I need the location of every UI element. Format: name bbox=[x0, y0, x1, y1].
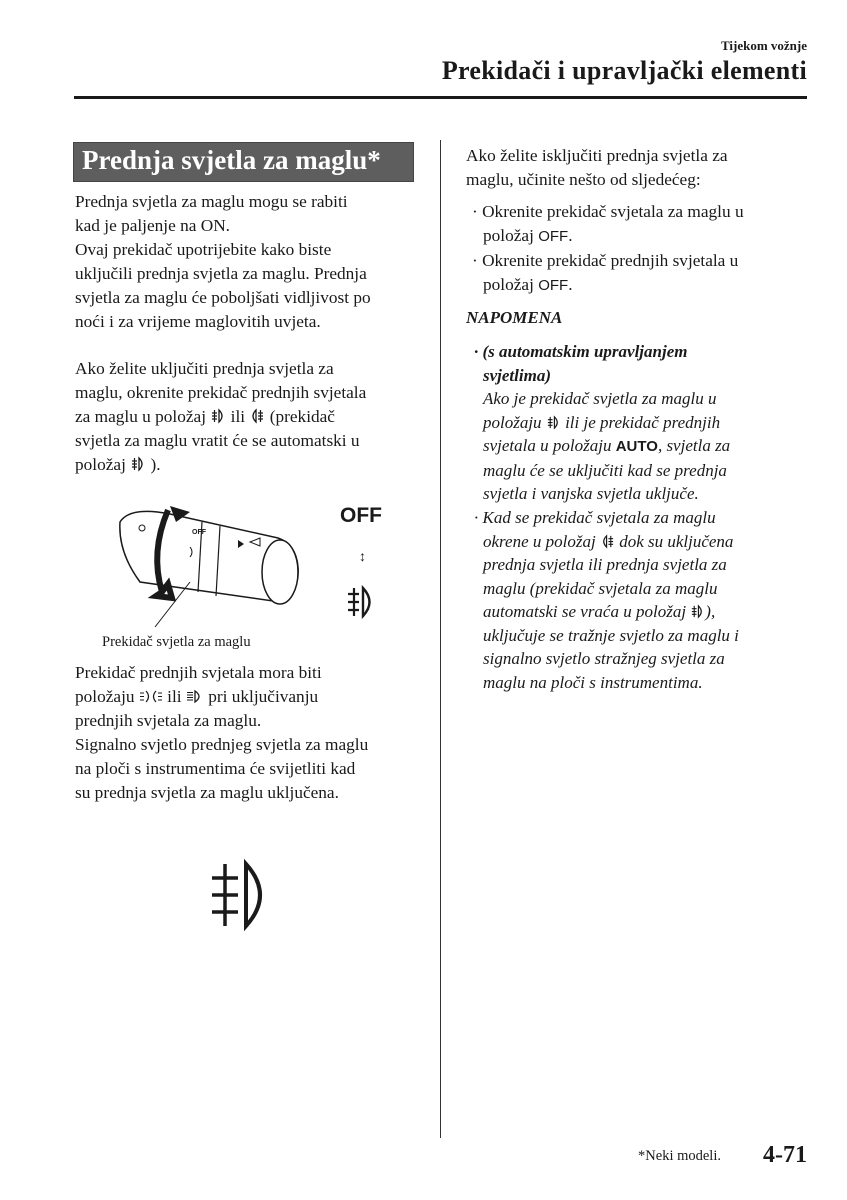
front-fog-light-icon bbox=[690, 604, 705, 619]
front-fog-light-icon bbox=[210, 408, 226, 424]
section-heading-text: Prednja svjetla za maglu* bbox=[82, 145, 381, 175]
text-line: noći i za vrijeme maglovitih uvjeta. bbox=[75, 312, 321, 331]
header-rule bbox=[74, 96, 807, 99]
chapter-title: Prekidači i upravljački elementi bbox=[441, 56, 807, 85]
rear-fog-light-icon bbox=[600, 534, 615, 549]
text-line: maglu će se uključiti kad se prednja bbox=[483, 460, 727, 480]
note-item-auto bbox=[474, 340, 730, 506]
parking-light-icon bbox=[139, 689, 163, 704]
rear-fog-light-icon bbox=[249, 408, 265, 424]
text-line: uključili prednja svjetla za maglu. Prednja bbox=[75, 264, 367, 283]
text-line: uključuje se tražnje svjetlo za maglu i bbox=[483, 625, 739, 645]
text-line: maglu, okrenite prekidač prednjih svjetala bbox=[75, 383, 367, 402]
text-line: Prednja svjetla za maglu mogu se rabiti bbox=[75, 192, 348, 211]
text-line: na ploči s instrumentima će svijetliti kad bbox=[75, 759, 356, 778]
text-line: prednja svjetla ili prednja svjetla za bbox=[483, 555, 727, 574]
text-line: položaj OFF. bbox=[483, 226, 573, 245]
text-line: Ako želite uključiti prednja svjetla za bbox=[75, 359, 334, 378]
headlight-position-paragraph bbox=[75, 661, 368, 805]
text-line: · (s automatskim upravljanjem bbox=[474, 342, 688, 361]
off-label: OFF bbox=[340, 504, 382, 527]
front-fog-light-icon bbox=[346, 585, 378, 619]
fog-light-switch-illustration bbox=[110, 492, 310, 632]
note-item-rear-fog bbox=[474, 506, 739, 694]
text-line: Ako je prekidač svjetla za maglu u bbox=[483, 389, 717, 408]
text-line: maglu (prekidač svjetala za maglu bbox=[483, 578, 718, 598]
text-line: signalno svjetlo stražnjeg svjetla za bbox=[483, 649, 725, 668]
front-fog-light-icon bbox=[546, 415, 561, 430]
turn-off-intro bbox=[466, 144, 728, 192]
text-line: svjetla za maglu će poboljšati vidljivost po bbox=[75, 288, 371, 307]
text-line: kad je paljenje na ON. bbox=[75, 216, 230, 235]
text-line: svjetla i vanjska svjetla uključe. bbox=[483, 484, 699, 503]
note-title: NAPOMENA bbox=[466, 308, 563, 327]
text-line: položaju ili pri uključivanju bbox=[75, 687, 319, 706]
text-line: svjetala u položaju AUTO, svjetla za bbox=[483, 436, 731, 455]
auto-label: AUTO bbox=[615, 438, 658, 455]
turn-off-bullets bbox=[472, 200, 744, 298]
list-item: · Okrenite prekidač svjetala za maglu u bbox=[472, 202, 744, 221]
text-line: Prekidač prednjih svjetala mora biti bbox=[75, 663, 322, 682]
figure-caption: Prekidač svjetla za maglu bbox=[102, 634, 251, 650]
switch-off-marking: OFF bbox=[192, 529, 206, 536]
text-line: Ako želite isključiti prednja svjetla za bbox=[466, 146, 728, 165]
list-item: · Okrenite prekidač prednjih svjetala u bbox=[472, 251, 739, 270]
section-heading bbox=[73, 142, 414, 182]
text-line: su prednja svjetla za maglu uključena. bbox=[75, 783, 339, 802]
text-line: za maglu u položaj ili (prekidač bbox=[75, 407, 335, 426]
page-number: 4-71 bbox=[763, 1142, 807, 1168]
section-label: Tijekom vožnje bbox=[720, 38, 807, 53]
text-line: svjetlima) bbox=[483, 365, 551, 385]
footnote: *Neki modeli. bbox=[638, 1148, 721, 1164]
up-down-arrow-icon: ↕ bbox=[359, 550, 366, 565]
front-fog-light-icon bbox=[130, 456, 146, 472]
headlight-icon bbox=[186, 689, 204, 704]
front-fog-indicator-icon bbox=[208, 858, 280, 932]
text-line: · Kad se prekidač svjetala za maglu bbox=[474, 508, 716, 527]
text-line: okrene u položaj dok su uključena bbox=[483, 531, 734, 551]
text-line: Ovaj prekidač upotrijebite kako biste bbox=[75, 240, 332, 259]
intro-paragraph bbox=[75, 190, 371, 334]
text-line: položaj OFF. bbox=[483, 275, 573, 294]
text-line: maglu, učinite nešto od sljedećeg: bbox=[466, 170, 701, 189]
text-line: automatski se vraća u položaj ), bbox=[483, 602, 716, 621]
text-line: Signalno svjetlo prednjeg svjetla za maglu bbox=[75, 735, 369, 754]
text-line: položaj ). bbox=[75, 455, 161, 474]
text-line: svjetla za maglu vratit će se automatski u bbox=[75, 431, 360, 450]
column-divider bbox=[440, 140, 441, 1138]
text-line: maglu na ploči s instrumentima. bbox=[483, 672, 703, 692]
text-line: prednjih svjetala za maglu. bbox=[75, 711, 262, 730]
text-line: položaju ili je prekidač prednjih bbox=[483, 412, 721, 432]
turn-on-paragraph bbox=[75, 357, 366, 477]
